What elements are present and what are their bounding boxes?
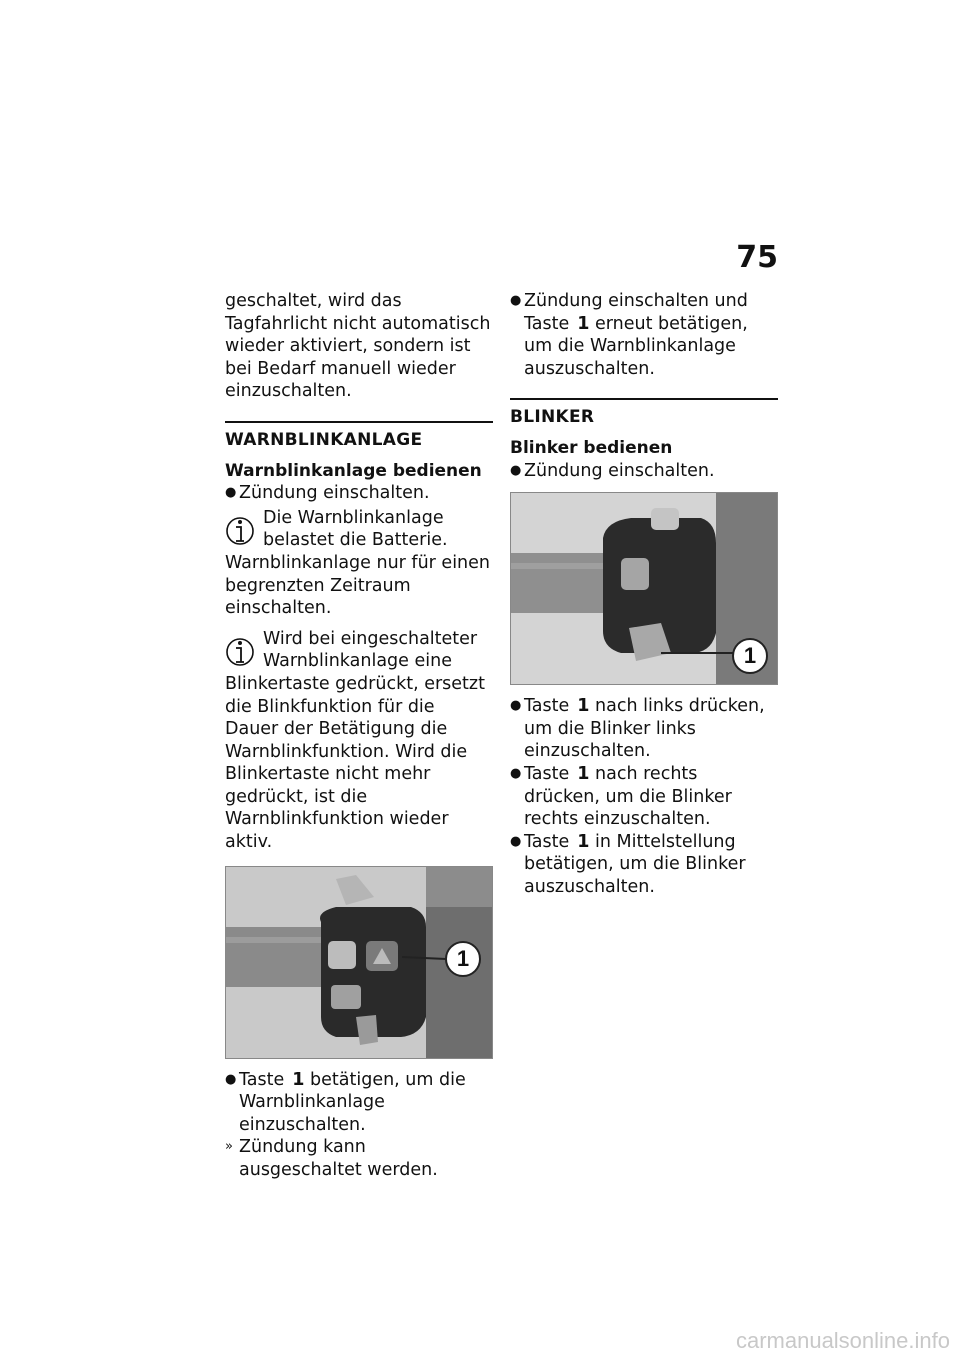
turn-signal-steps [510, 695, 778, 898]
section-title: WARNBLINKANLAGE [225, 429, 423, 450]
info-icon [225, 511, 255, 551]
note [225, 507, 493, 620]
bullet-icon: ● [510, 293, 522, 308]
list-item: ● Taste 1 nach links drücken, um die Blinker links einzuschalten. [510, 696, 765, 762]
list-item: ● Taste 1 nach rechts drücken, um die Blinker rechts einzuschalten. [510, 763, 732, 830]
bullet-icon: ● [510, 462, 522, 478]
note-text: Die Warnblinkanlage belastet die Batterie. Warnblinkanlage nur für einen begrenzten Zeitraum einschalten. [225, 507, 491, 619]
list-item: ● Taste 1 betätigen, um die Warnblinkanlage einzuschalten. [225, 1069, 466, 1135]
subsection-title: Blinker bedienen [510, 437, 673, 458]
list-item: ● Zündung einschalten und Taste 1 erneut betätigen, um die Warnblinkanlage auszuschalten. [510, 291, 748, 379]
page-number: 75 [736, 240, 778, 275]
intro-text: geschaltet, wird das Tagfahrlicht nicht automatisch wieder aktiviert, sondern ist bei Bedarf manuell wieder einzuschalten. [225, 291, 491, 402]
right-column [510, 290, 778, 899]
list-item: ● Zündung einschalten. [225, 483, 430, 504]
note [225, 628, 493, 854]
figure-callout: 1 [445, 941, 481, 977]
result-arrow-icon: » [225, 1139, 233, 1155]
bullet-icon: ● [225, 1071, 237, 1087]
note-text: Wird bei eingeschalteter Warnblinkanlage eine Blinkertaste gedrückt, ersetzt die Blinkfunktion für die Dauer der Betätigung die Warnblinkfunktion. Wird die Blinkertaste nicht mehr gedrückt, ist die Warnblinkfunktion wieder aktiv. [225, 628, 485, 853]
watermark-text: carmanualsonline.info [735, 1328, 950, 1353]
list-item: ● Zündung einschalten. [510, 460, 715, 481]
section-divider [225, 421, 493, 482]
bullet-icon: ● [510, 833, 522, 849]
list-item: ● Taste 1 in Mittelstellung betätigen, um die Blinker auszuschalten. [510, 831, 746, 897]
figure-hazard-switch [225, 866, 493, 1059]
figure-callout: 1 [732, 638, 768, 674]
subsection-title: Warnblinkanlage bedienen [225, 460, 482, 481]
bullet-icon: ● [510, 765, 522, 781]
section-divider [510, 398, 778, 459]
bullet-icon: ● [510, 698, 522, 714]
section-title: BLINKER [510, 407, 595, 428]
info-icon [225, 632, 255, 672]
figure-turn-signal-switch [510, 492, 778, 685]
result-item: » Zündung kann ausgeschaltet werden. [225, 1137, 438, 1181]
bullet-icon: ● [225, 485, 237, 501]
left-column [225, 290, 493, 1182]
